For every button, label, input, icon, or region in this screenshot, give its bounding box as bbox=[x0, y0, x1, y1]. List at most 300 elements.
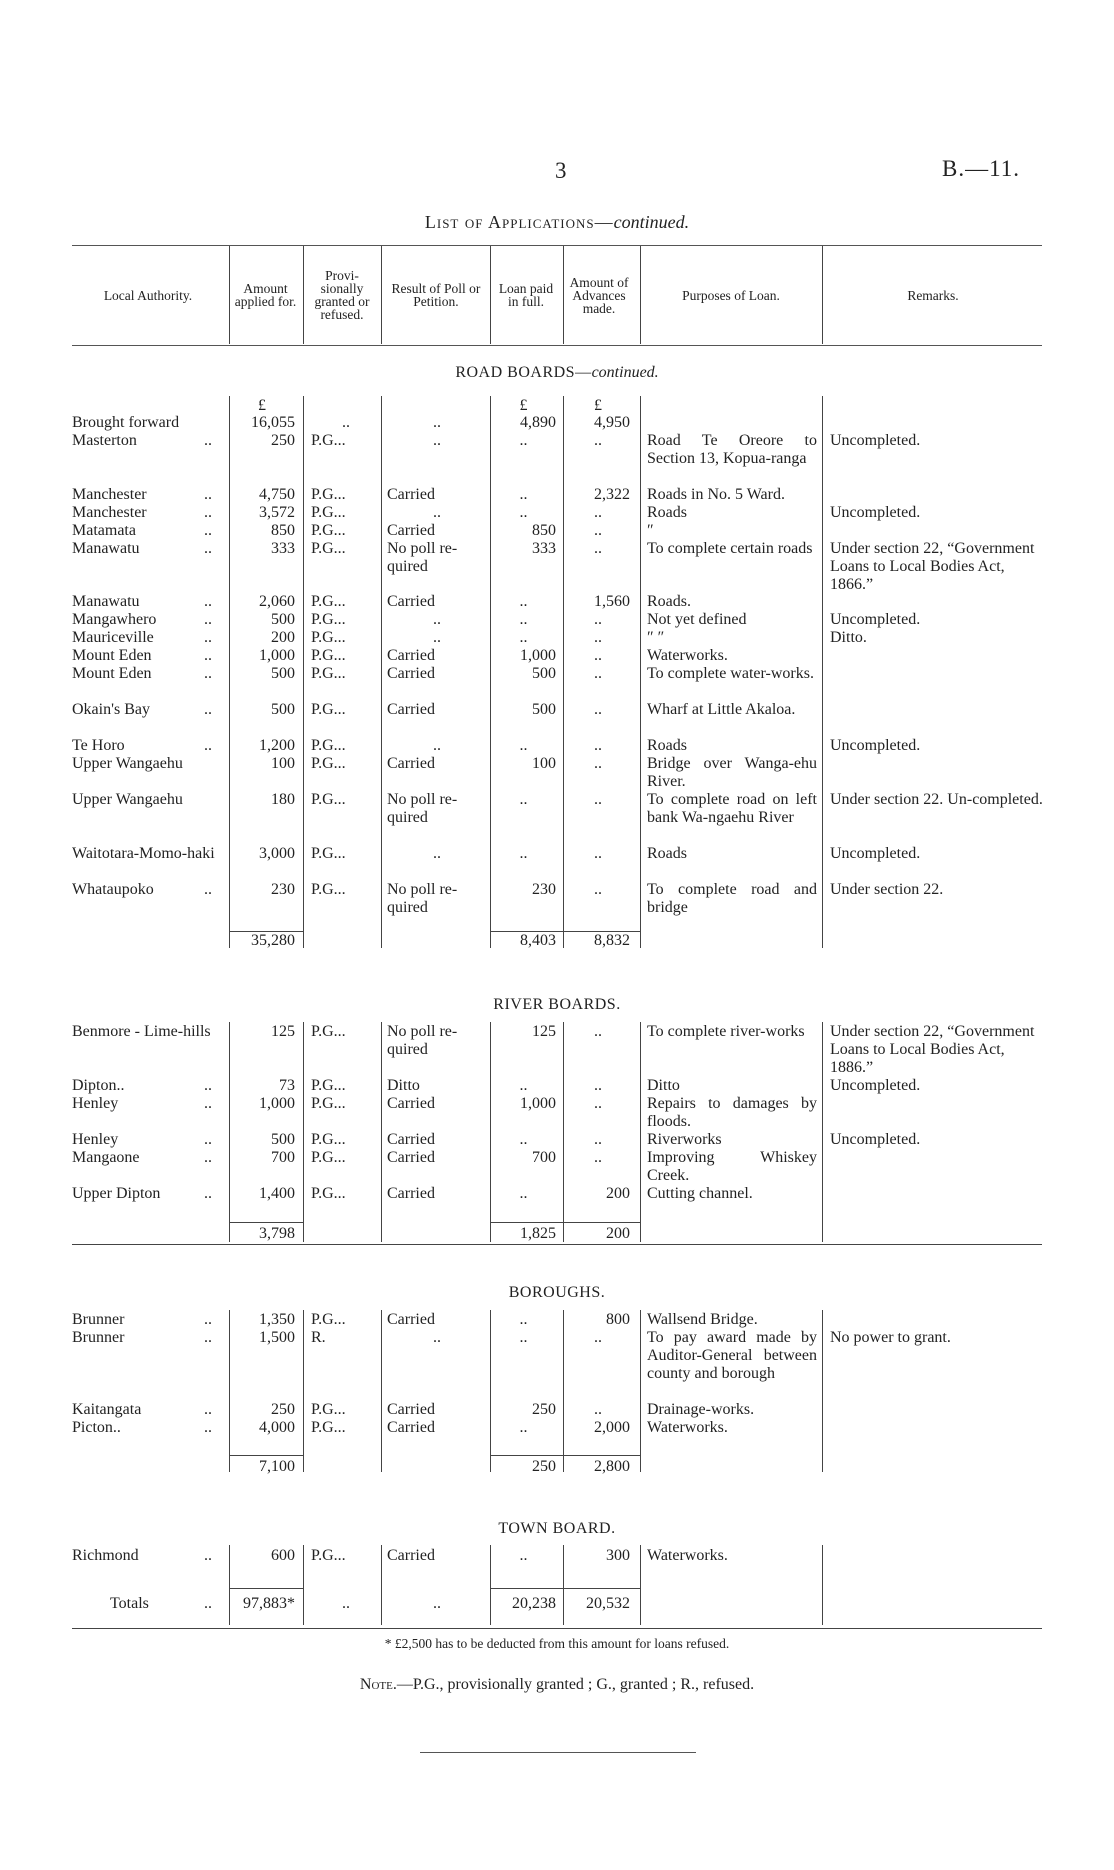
column-rule bbox=[490, 1022, 491, 1242]
provisional-cell: P.G... bbox=[311, 522, 346, 539]
remarks-cell: Ditto. bbox=[830, 629, 867, 646]
header-bottom-rule bbox=[72, 345, 1042, 346]
dot-leader: .. bbox=[204, 504, 212, 521]
column-rule bbox=[563, 1545, 564, 1625]
column-rule bbox=[490, 396, 491, 948]
purpose-cell: Ditto bbox=[647, 1077, 680, 1094]
remarks-cell: Uncompleted. bbox=[830, 504, 921, 521]
loan-cell: .. bbox=[519, 593, 528, 610]
advances-cell: 4,950 bbox=[594, 414, 630, 431]
purpose-cell: Waterworks. bbox=[647, 1547, 728, 1564]
purpose-cell: To complete certain roads bbox=[647, 540, 813, 557]
advances-cell: .. bbox=[594, 540, 602, 557]
amount-cell: 1,350 bbox=[259, 1311, 295, 1328]
advances-cell: .. bbox=[594, 1401, 602, 1418]
provisional-cell: P.G... bbox=[311, 755, 346, 772]
table-row bbox=[0, 845, 1114, 863]
column-rule bbox=[303, 1310, 304, 1472]
authority-cell: Upper Wangaehu bbox=[72, 791, 183, 808]
total-rule bbox=[563, 1455, 640, 1456]
grand-total-advances: 20,532 bbox=[586, 1595, 630, 1612]
column-rule bbox=[822, 396, 823, 948]
loan-cell: 250 bbox=[532, 1401, 556, 1418]
end-rule bbox=[420, 1752, 696, 1753]
remarks-cell: Uncompleted. bbox=[830, 845, 921, 862]
section-road-continued: continued. bbox=[591, 364, 659, 381]
dot-leader: .. bbox=[204, 1329, 212, 1346]
table-row bbox=[0, 1131, 1114, 1149]
loan-cell: .. bbox=[519, 629, 528, 646]
list-title bbox=[0, 212, 1114, 233]
column-rule bbox=[229, 1310, 230, 1472]
dot-leader: .. bbox=[204, 737, 212, 754]
document-reference: B.—11. bbox=[942, 156, 1020, 181]
dot-leader: .. bbox=[204, 1077, 212, 1094]
result-cell: Ditto bbox=[387, 1077, 420, 1094]
header-col-divider bbox=[822, 246, 823, 344]
loan-cell: 850 bbox=[532, 522, 556, 539]
totals-label: Totals bbox=[110, 1595, 149, 1612]
purpose-cell: Road Te Oreore to Section 13, Kopua-ranga bbox=[647, 432, 817, 467]
result-cell: .. bbox=[433, 504, 441, 521]
authority-cell: Mount Eden bbox=[72, 665, 152, 682]
table-row bbox=[0, 791, 1114, 826]
advances-cell: .. bbox=[594, 1023, 602, 1040]
remarks-cell: Under section 22, “Government Loans to Local Bodies Act, 1886.” bbox=[830, 1023, 1035, 1076]
total-rule bbox=[563, 1222, 640, 1223]
result-cell: Carried bbox=[387, 755, 435, 772]
authority-cell: Mauriceville bbox=[72, 629, 154, 646]
amount-cell: 250 bbox=[271, 1401, 295, 1418]
purpose-cell: Wharf at Little Akaloa. bbox=[647, 701, 796, 718]
purpose-cell: To complete water-works. bbox=[647, 665, 814, 682]
grand-total-prov: .. bbox=[342, 1595, 350, 1612]
total-loan: 250 bbox=[532, 1458, 556, 1475]
purpose-cell: ″ ″ bbox=[647, 629, 665, 646]
remarks-cell: Uncompleted. bbox=[830, 432, 921, 449]
result-cell: .. bbox=[433, 629, 441, 646]
result-cell: Carried bbox=[387, 647, 435, 664]
amount-cell: 73 bbox=[279, 1077, 295, 1094]
loan-cell: 230 bbox=[532, 881, 556, 898]
advances-cell: .. bbox=[594, 611, 602, 628]
column-rule bbox=[303, 1022, 304, 1242]
section-road-boards bbox=[0, 364, 1114, 382]
total-amount: 7,100 bbox=[259, 1458, 295, 1475]
table-row bbox=[0, 1547, 1114, 1565]
section-road-title: ROAD BOARDS— bbox=[455, 364, 592, 381]
loan-cell: 700 bbox=[532, 1149, 556, 1166]
result-cell: Carried bbox=[387, 1095, 435, 1112]
purpose-cell: Roads bbox=[647, 504, 687, 521]
result-cell: Carried bbox=[387, 593, 435, 610]
column-rule bbox=[640, 1022, 641, 1242]
remarks-cell: Uncompleted. bbox=[830, 1131, 921, 1148]
dot-leader: .. bbox=[204, 701, 212, 718]
river-totals-row bbox=[0, 1225, 1114, 1243]
result-cell: No poll re-quired bbox=[387, 1023, 458, 1058]
amount-cell: 1,400 bbox=[259, 1185, 295, 1202]
dot-leader: .. bbox=[204, 1401, 212, 1418]
provisional-cell: P.G... bbox=[311, 1419, 346, 1436]
authority-cell: Mangawhero bbox=[72, 611, 157, 628]
total-rule bbox=[229, 1222, 303, 1223]
dot-leader: .. bbox=[204, 1185, 212, 1202]
column-rule bbox=[563, 396, 564, 948]
section-boroughs: BOROUGHS. bbox=[508, 1284, 606, 1301]
dot-leader: .. bbox=[204, 1311, 212, 1328]
provisional-cell: P.G... bbox=[311, 1401, 346, 1418]
authority-cell: Manchester bbox=[72, 486, 147, 503]
provisional-cell: .. bbox=[342, 414, 350, 431]
dot-leader: .. bbox=[204, 611, 212, 628]
amount-cell: 16,055 bbox=[251, 414, 295, 431]
loan-cell: 500 bbox=[532, 701, 556, 718]
advances-cell: .. bbox=[594, 432, 602, 449]
grand-totals-row bbox=[0, 1595, 1114, 1613]
dot-leader: .. bbox=[204, 1131, 212, 1148]
column-rule bbox=[563, 1310, 564, 1472]
result-cell: Carried bbox=[387, 1401, 435, 1418]
table-row bbox=[0, 522, 1114, 540]
remarks-cell: Uncompleted. bbox=[830, 1077, 921, 1094]
loan-cell: .. bbox=[519, 1329, 528, 1346]
table-row bbox=[0, 1149, 1114, 1184]
column-rule bbox=[229, 1022, 230, 1242]
authority-cell: Mount Eden bbox=[72, 647, 152, 664]
loan-cell: .. bbox=[519, 1185, 528, 1202]
column-rule bbox=[381, 1310, 382, 1472]
column-rule bbox=[640, 396, 641, 948]
total-loan: 8,403 bbox=[520, 932, 556, 949]
grand-total-amount: 97,883* bbox=[243, 1595, 295, 1612]
header-col-divider bbox=[303, 246, 304, 344]
table-row bbox=[0, 1311, 1114, 1329]
purpose-cell: Not yet defined bbox=[647, 611, 747, 628]
advances-cell: .. bbox=[594, 1095, 602, 1112]
total-advances: 8,832 bbox=[594, 932, 630, 949]
authority-cell: Okain's Bay bbox=[72, 701, 150, 718]
total-amount: 3,798 bbox=[259, 1225, 295, 1242]
column-rule bbox=[490, 1545, 491, 1625]
total-rule bbox=[229, 1588, 303, 1589]
purpose-cell: Cutting channel. bbox=[647, 1185, 753, 1202]
table-row bbox=[0, 737, 1114, 755]
table-row bbox=[0, 647, 1114, 665]
amount-cell: 4,750 bbox=[259, 486, 295, 503]
loan-cell: 4,890 bbox=[520, 414, 556, 431]
amount-cell: 3,000 bbox=[259, 845, 295, 862]
result-cell: Carried bbox=[387, 1547, 435, 1564]
table-row bbox=[0, 755, 1114, 790]
remarks-cell: Under section 22. bbox=[830, 881, 944, 898]
remarks-cell: Under section 22. Un-completed. bbox=[830, 791, 1043, 808]
authority-cell: Kaitangata bbox=[72, 1401, 142, 1418]
authority-cell: Manawatu bbox=[72, 593, 140, 610]
authority-cell: Te Horo bbox=[72, 737, 125, 754]
list-title-continued: continued. bbox=[613, 212, 690, 232]
authority-cell: Matamata bbox=[72, 522, 136, 539]
purpose-cell: Waterworks. bbox=[647, 1419, 728, 1436]
advances-cell: 800 bbox=[606, 1311, 630, 1328]
provisional-cell: P.G... bbox=[311, 629, 346, 646]
purpose-cell: Roads bbox=[647, 737, 687, 754]
advances-cell: .. bbox=[594, 647, 602, 664]
loan-cell: .. bbox=[519, 845, 528, 862]
authority-cell: Upper Dipton bbox=[72, 1185, 161, 1202]
dot-leader: .. bbox=[204, 540, 212, 557]
provisional-cell: P.G... bbox=[311, 611, 346, 628]
dot-leader: .. bbox=[204, 1149, 212, 1166]
authority-cell: Masterton bbox=[72, 432, 137, 449]
provisional-cell: P.G... bbox=[311, 701, 346, 718]
provisional-cell: P.G... bbox=[311, 540, 346, 557]
table-row bbox=[0, 881, 1114, 916]
dot-leader: .. bbox=[204, 647, 212, 664]
provisional-cell: P.G... bbox=[311, 647, 346, 664]
loan-cell: 500 bbox=[532, 665, 556, 682]
section-river-boards: RIVER BOARDS. bbox=[493, 996, 621, 1013]
note-text: —P.G., provisionally granted ; G., granted ; R., refused. bbox=[396, 1676, 755, 1693]
column-rule bbox=[822, 1545, 823, 1625]
provisional-cell: P.G... bbox=[311, 665, 346, 682]
loan-cell: .. bbox=[519, 1311, 528, 1328]
header-col-divider bbox=[490, 246, 491, 344]
loan-cell: 1,000 bbox=[520, 647, 556, 664]
currency-row bbox=[0, 397, 1114, 415]
advances-cell: .. bbox=[594, 1149, 602, 1166]
column-rule bbox=[563, 1022, 564, 1242]
authority-cell: Manchester bbox=[72, 504, 147, 521]
dot-leader: .. bbox=[204, 881, 212, 898]
result-cell: No poll re-quired bbox=[387, 791, 458, 826]
header-col-divider bbox=[563, 246, 564, 344]
amount-cell: 1,000 bbox=[259, 1095, 295, 1112]
authority-cell: Dipton.. bbox=[72, 1077, 125, 1094]
column-rule bbox=[381, 396, 382, 948]
authority-cell: Richmond bbox=[72, 1547, 139, 1564]
amount-cell: 1,200 bbox=[259, 737, 295, 754]
amount-cell: 4,000 bbox=[259, 1419, 295, 1436]
amount-cell: 850 bbox=[271, 522, 295, 539]
total-loan: 1,825 bbox=[520, 1225, 556, 1242]
list-title-main: List of Applications— bbox=[424, 212, 614, 232]
column-rule bbox=[640, 1545, 641, 1625]
loan-cell: .. bbox=[519, 1077, 528, 1094]
dot-leader: .. bbox=[204, 629, 212, 646]
result-cell: No poll re-quired bbox=[387, 540, 458, 575]
table-row bbox=[0, 414, 1114, 432]
provisional-cell: P.G... bbox=[311, 881, 346, 898]
dot-leader: .. bbox=[204, 1595, 212, 1612]
loan-cell: .. bbox=[519, 1547, 528, 1564]
purpose-cell: To complete road and bridge bbox=[647, 881, 817, 916]
purpose-cell: Roads bbox=[647, 845, 687, 862]
authority-cell: Brunner bbox=[72, 1311, 125, 1328]
result-cell: No poll re-quired bbox=[387, 881, 458, 916]
header-col-divider bbox=[229, 246, 230, 344]
dot-leader: .. bbox=[204, 593, 212, 610]
header-advances: Amount of Advances made. bbox=[569, 274, 629, 316]
advances-cell: .. bbox=[594, 1077, 602, 1094]
result-cell: Carried bbox=[387, 1419, 435, 1436]
total-amount: 35,280 bbox=[251, 932, 295, 949]
amount-cell: 180 bbox=[271, 791, 295, 808]
amount-cell: 1,000 bbox=[259, 647, 295, 664]
provisional-cell: P.G... bbox=[311, 791, 346, 808]
authority-cell: Picton.. bbox=[72, 1419, 121, 1436]
dot-leader: .. bbox=[204, 522, 212, 539]
amount-cell: 100 bbox=[271, 755, 295, 772]
remarks-cell: Under section 22, “Government Loans to Local Bodies Act, 1866.” bbox=[830, 540, 1035, 593]
table-row bbox=[0, 540, 1114, 593]
provisional-cell: P.G... bbox=[311, 1311, 346, 1328]
result-cell: Carried bbox=[387, 1131, 435, 1148]
amount-cell: 125 bbox=[271, 1023, 295, 1040]
provisional-cell: P.G... bbox=[311, 737, 346, 754]
result-cell: .. bbox=[433, 737, 441, 754]
result-cell: Carried bbox=[387, 486, 435, 503]
provisional-cell: P.G... bbox=[311, 1185, 346, 1202]
result-cell: .. bbox=[433, 611, 441, 628]
borough-totals-row bbox=[0, 1458, 1114, 1476]
table-row bbox=[0, 486, 1114, 504]
header-local-authority: Local Authority. bbox=[103, 287, 193, 303]
note bbox=[0, 1676, 1114, 1694]
table-row bbox=[0, 1401, 1114, 1419]
remarks-cell: Uncompleted. bbox=[830, 611, 921, 628]
column-rule bbox=[381, 1022, 382, 1242]
authority-cell: Upper Wangaehu bbox=[72, 755, 183, 772]
amount-cell: 700 bbox=[271, 1149, 295, 1166]
provisional-cell: P.G... bbox=[311, 593, 346, 610]
grand-total-result: .. bbox=[433, 1595, 441, 1612]
authority-cell: Brunner bbox=[72, 1329, 125, 1346]
header-provisionally: Provi- sionally granted or refused. bbox=[314, 268, 370, 322]
currency-symbol: £ bbox=[594, 397, 602, 414]
loan-cell: .. bbox=[519, 611, 528, 628]
loan-cell: .. bbox=[519, 737, 528, 754]
provisional-cell: P.G... bbox=[311, 432, 346, 449]
note-label: Note. bbox=[359, 1676, 397, 1693]
table-row bbox=[0, 611, 1114, 629]
purpose-cell: Bridge over Wanga-ehu River. bbox=[647, 755, 817, 790]
result-cell: Carried bbox=[387, 665, 435, 682]
table-row bbox=[0, 1077, 1114, 1095]
total-advances: 2,800 bbox=[594, 1458, 630, 1475]
table-row bbox=[0, 1329, 1114, 1382]
column-rule bbox=[822, 1022, 823, 1242]
river-end-rule bbox=[72, 1244, 1042, 1245]
column-rule bbox=[303, 1545, 304, 1625]
column-rule bbox=[640, 1310, 641, 1472]
currency-symbol: £ bbox=[258, 397, 266, 414]
provisional-cell: P.G... bbox=[311, 845, 346, 862]
amount-cell: 333 bbox=[271, 540, 295, 557]
page-number: 3 bbox=[555, 158, 567, 183]
header-result: Result of Poll or Petition. bbox=[391, 281, 481, 309]
provisional-cell: P.G... bbox=[311, 1131, 346, 1148]
table-row bbox=[0, 432, 1114, 467]
advances-cell: 2,322 bbox=[594, 486, 630, 503]
purpose-cell: Riverworks bbox=[647, 1131, 722, 1148]
advances-cell: 300 bbox=[606, 1547, 630, 1564]
column-rule bbox=[381, 1545, 382, 1625]
column-rule bbox=[822, 1310, 823, 1472]
purpose-cell: Drainage-works. bbox=[647, 1401, 755, 1418]
amount-cell: 1,500 bbox=[259, 1329, 295, 1346]
table-row bbox=[0, 629, 1114, 647]
loan-cell: .. bbox=[519, 1419, 528, 1436]
advances-cell: .. bbox=[594, 755, 602, 772]
advances-cell: .. bbox=[594, 791, 602, 808]
table-row bbox=[0, 1095, 1114, 1130]
amount-cell: 500 bbox=[271, 665, 295, 682]
purpose-cell: Repairs to damages by floods. bbox=[647, 1095, 817, 1130]
purpose-cell: Roads in No. 5 Ward. bbox=[647, 486, 785, 503]
authority-cell: Whataupoko bbox=[72, 881, 154, 898]
amount-cell: 2,060 bbox=[259, 593, 295, 610]
header-col-divider bbox=[640, 246, 641, 344]
authority-cell: Mangaone bbox=[72, 1149, 140, 1166]
result-cell: Carried bbox=[387, 1149, 435, 1166]
header-loan-paid: Loan paid in full. bbox=[498, 281, 554, 309]
footnote: * £2,500 has to be deducted from this amount for loans refused. bbox=[384, 1636, 730, 1651]
total-rule bbox=[563, 1588, 640, 1589]
result-cell: Carried bbox=[387, 1311, 435, 1328]
column-rule bbox=[490, 1310, 491, 1472]
amount-cell: 500 bbox=[271, 1131, 295, 1148]
table-row bbox=[0, 593, 1114, 611]
result-cell: .. bbox=[433, 432, 441, 449]
header-purposes: Purposes of Loan. bbox=[682, 287, 780, 303]
result-cell: .. bbox=[433, 845, 441, 862]
result-cell: .. bbox=[433, 1329, 441, 1346]
table-row bbox=[0, 1185, 1114, 1203]
header-remarks: Remarks. bbox=[907, 287, 959, 303]
purpose-cell: Roads. bbox=[647, 593, 691, 610]
header-amount-applied: Amount applied for. bbox=[234, 281, 297, 309]
authority-cell: Benmore - Lime-hills bbox=[72, 1023, 211, 1040]
result-cell: Carried bbox=[387, 1185, 435, 1202]
advances-cell: .. bbox=[594, 737, 602, 754]
advances-cell: .. bbox=[594, 701, 602, 718]
total-advances: 200 bbox=[606, 1225, 630, 1242]
purpose-cell: To complete road on left bank Wa-ngaehu River bbox=[647, 791, 817, 826]
loan-cell: .. bbox=[519, 1131, 528, 1148]
result-cell: Carried bbox=[387, 701, 435, 718]
table-end-rule bbox=[72, 1628, 1042, 1629]
purpose-cell: To pay award made by Auditor-General between county and borough bbox=[647, 1329, 817, 1382]
dot-leader: .. bbox=[204, 665, 212, 682]
loan-cell: 1,000 bbox=[520, 1095, 556, 1112]
table-row bbox=[0, 1023, 1114, 1076]
table-row bbox=[0, 1419, 1114, 1437]
purpose-cell: Waterworks. bbox=[647, 647, 728, 664]
currency-symbol: £ bbox=[519, 397, 528, 414]
provisional-cell: P.G... bbox=[311, 1149, 346, 1166]
total-rule bbox=[229, 1455, 303, 1456]
advances-cell: 200 bbox=[606, 1185, 630, 1202]
authority-cell: Henley bbox=[72, 1131, 119, 1148]
authority-cell: Henley bbox=[72, 1095, 119, 1112]
header-col-divider bbox=[381, 246, 382, 344]
advances-cell: .. bbox=[594, 665, 602, 682]
advances-cell: .. bbox=[594, 1329, 602, 1346]
provisional-cell: P.G... bbox=[311, 1023, 346, 1040]
table-row bbox=[0, 701, 1114, 719]
dot-leader: .. bbox=[204, 1419, 212, 1436]
